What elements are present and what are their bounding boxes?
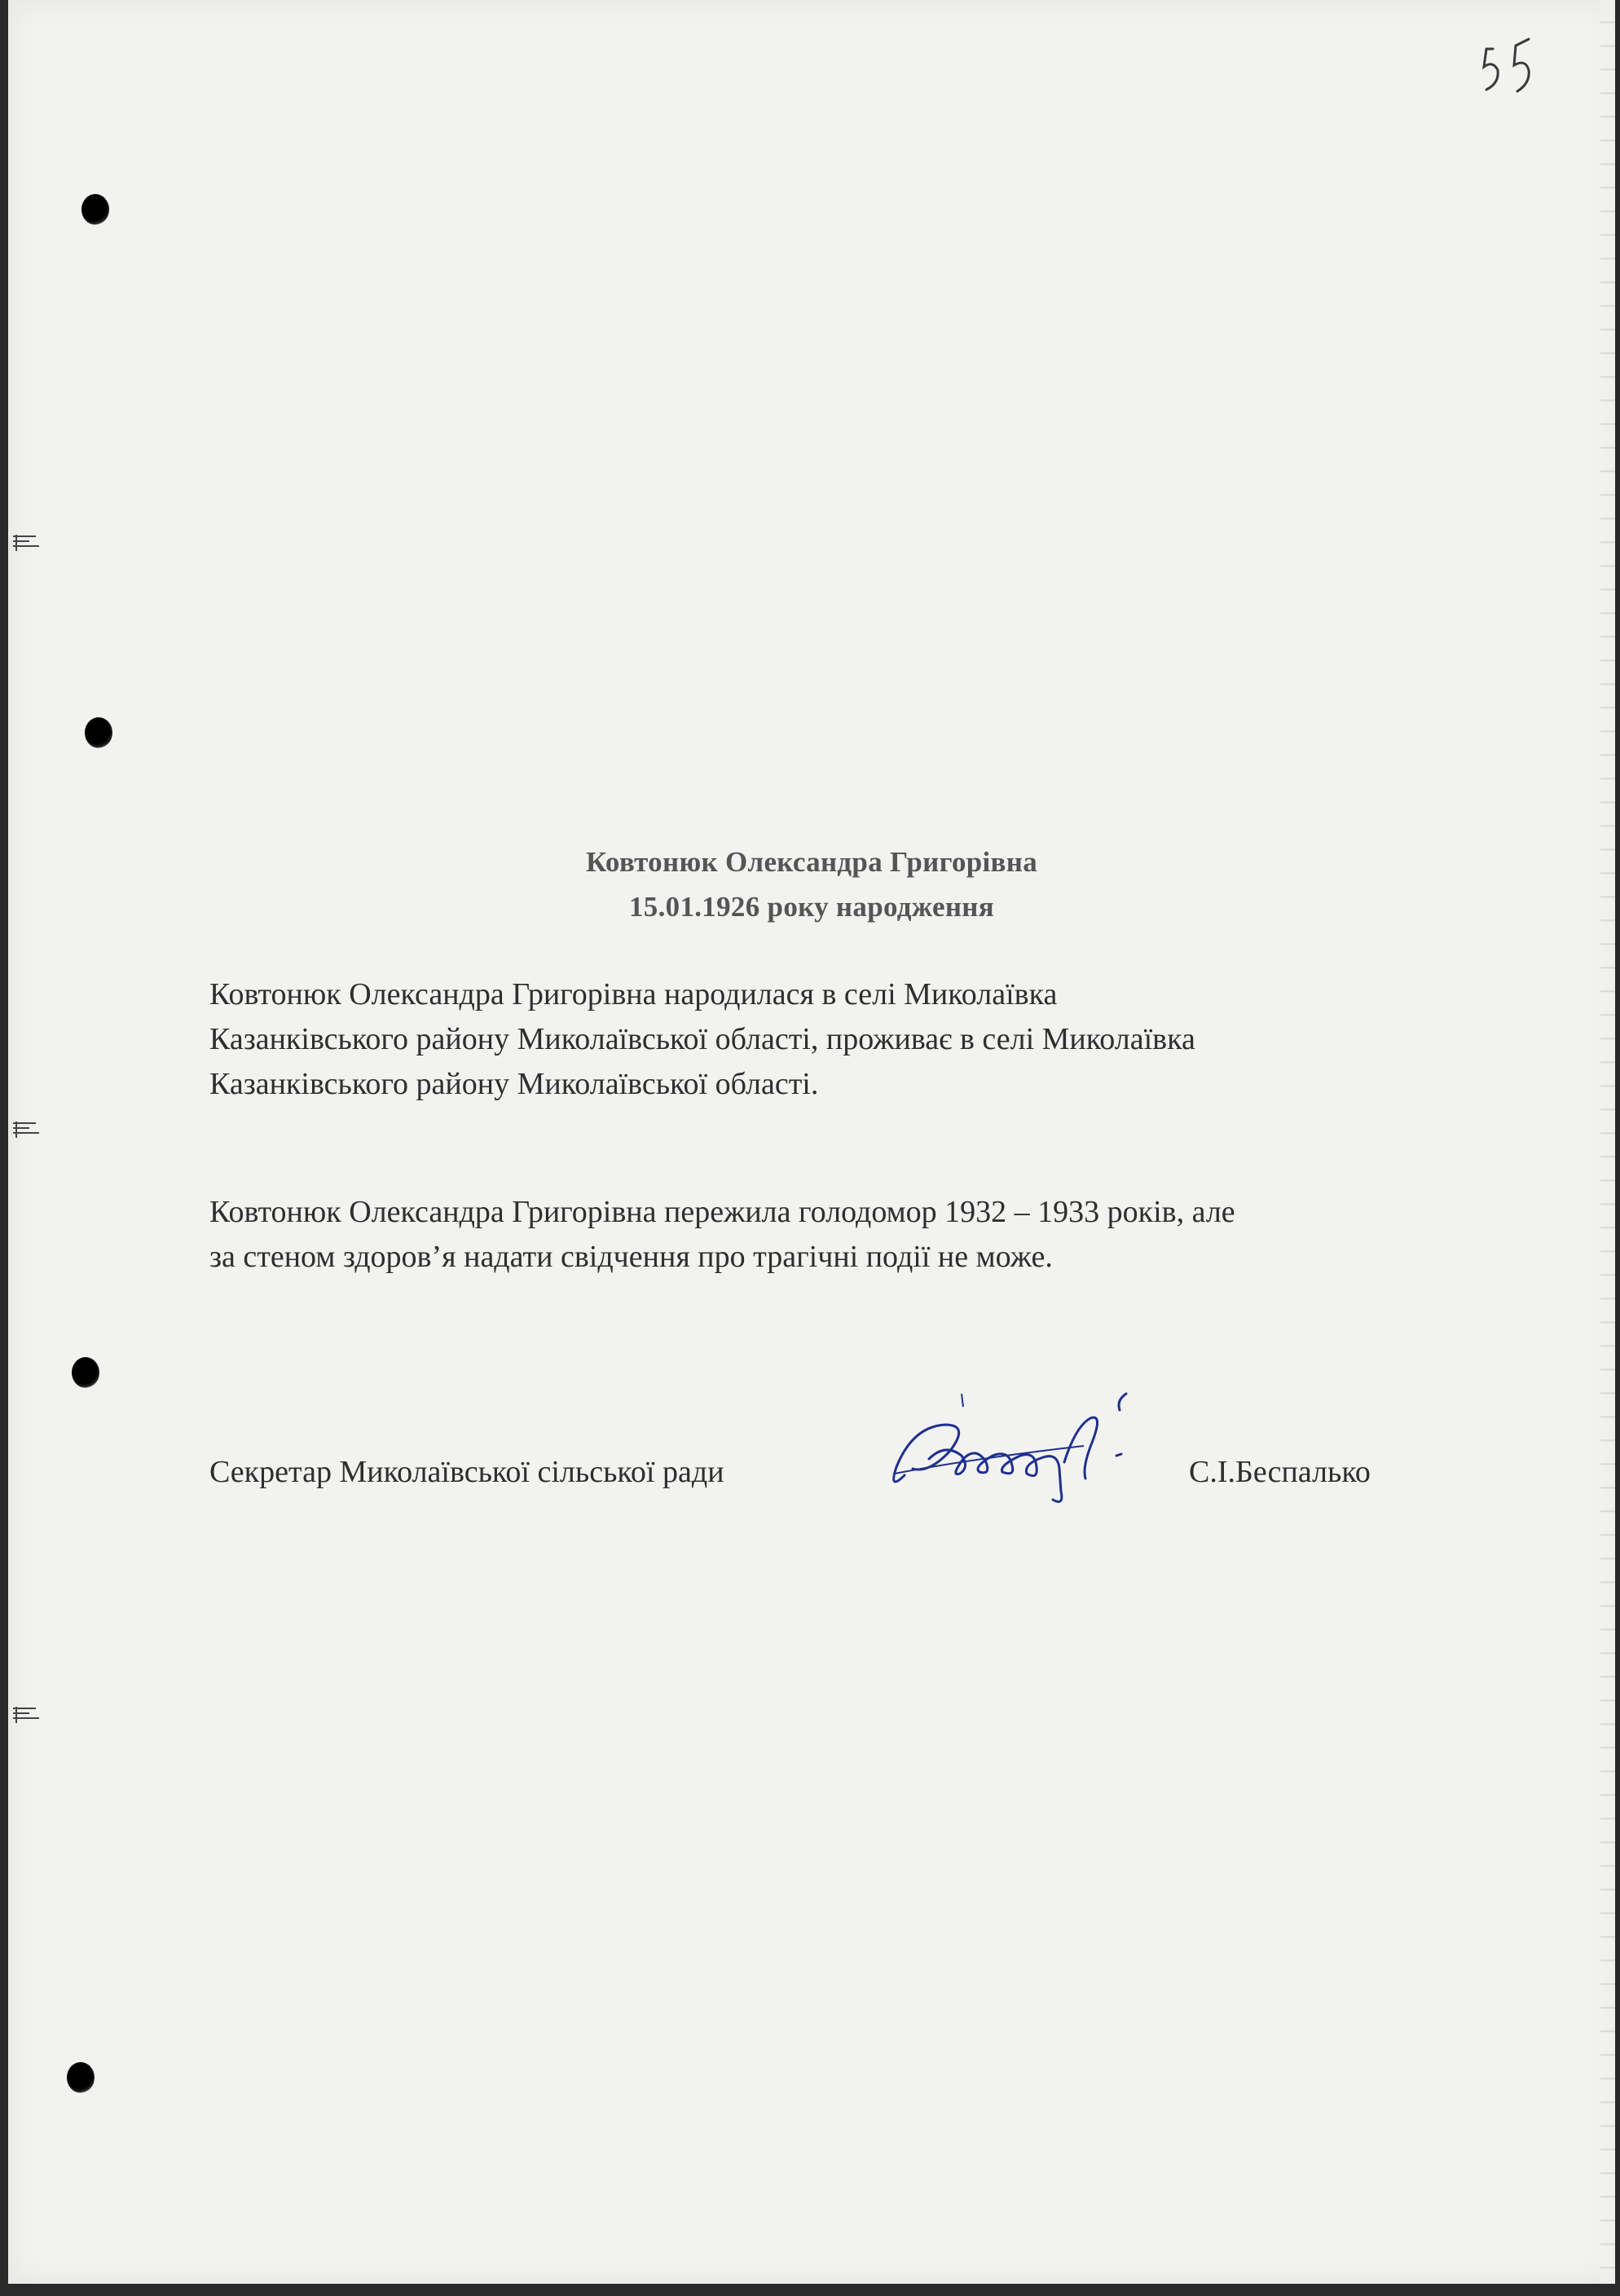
punch-hole	[81, 194, 109, 225]
binding-mark	[11, 1118, 42, 1143]
handwritten-page-number	[1475, 24, 1556, 106]
paragraph1-line: Казанківського району Миколаївської області, проживає в селі Миколаївка	[209, 1022, 1195, 1056]
punch-hole	[67, 2062, 95, 2093]
signatory-position: Секретар Миколаївської сільської ради	[209, 1455, 724, 1489]
paragraph2-line: за стеном здоров’я надати свідчення про трагічні події не може.	[209, 1240, 1053, 1274]
right-edge-perforation	[1600, 0, 1615, 2284]
binding-mark	[11, 531, 42, 556]
punch-hole	[72, 1357, 99, 1388]
paragraph1-line: Ковтонюк Олександра Григорівна народилася в селі Миколаївка	[209, 977, 1058, 1011]
binding-mark	[11, 1703, 42, 1728]
punch-hole	[85, 717, 112, 748]
paper-page	[8, 0, 1615, 2284]
signatory-name: С.І.Беспалько	[1189, 1455, 1371, 1489]
paragraph2-line: Ковтонюк Олександра Григорівна пережила голодомор 1932 – 1933 років, але	[209, 1195, 1235, 1229]
document-title-name: Ковтонюк Олександра Григорівна	[585, 846, 1038, 878]
handwritten-signature	[872, 1377, 1182, 1524]
paragraph1-line: Казанківського району Миколаївської області.	[209, 1067, 819, 1101]
document-title-birth: 15.01.1926 року народження	[629, 891, 994, 923]
